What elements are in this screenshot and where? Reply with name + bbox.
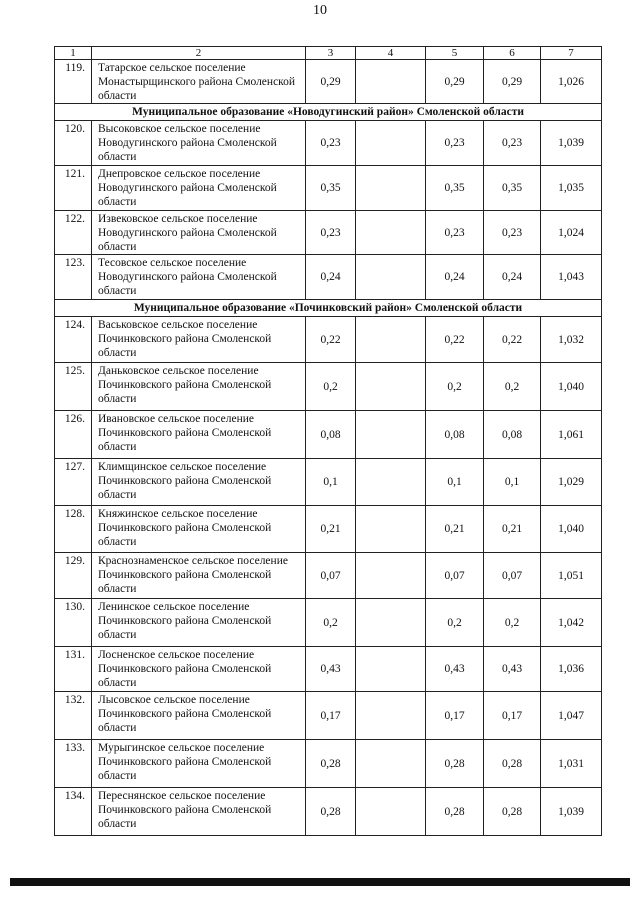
row-number: 131.	[55, 647, 92, 692]
table-row	[55, 166, 602, 211]
value-col-4	[356, 166, 426, 211]
row-number: 119.	[55, 60, 92, 104]
table-body	[55, 47, 602, 836]
value-col-6: 0,08	[484, 411, 541, 459]
settlement-name: Климщинское сельское поселение Починковского района Смоленской области	[92, 459, 306, 506]
value-col-7: 1,026	[541, 60, 602, 104]
settlement-name: Извековское сельское поселение Новодугинского района Смоленской области	[92, 211, 306, 255]
value-col-3: 0,28	[306, 788, 356, 836]
value-col-5: 0,24	[426, 255, 484, 300]
value-col-5: 0,21	[426, 506, 484, 553]
page-number: 10	[313, 3, 327, 18]
value-col-3: 0,07	[306, 553, 356, 599]
value-col-7: 1,043	[541, 255, 602, 300]
settlements-table	[54, 46, 602, 836]
value-col-4	[356, 255, 426, 300]
column-number-7: 7	[541, 47, 602, 60]
section-title: Муниципальное образование «Починковский район» Смоленской области	[55, 300, 602, 317]
row-number: 129.	[55, 553, 92, 599]
value-col-4	[356, 121, 426, 166]
section-header-row	[55, 104, 602, 121]
settlement-name: Высоковское сельское поселение Новодугинского района Смоленской области	[92, 121, 306, 166]
value-col-5: 0,23	[426, 211, 484, 255]
settlement-name: Татарское сельское поселение Монастырщинского района Смоленской области	[92, 60, 306, 104]
value-col-7: 1,029	[541, 459, 602, 506]
value-col-3: 0,24	[306, 255, 356, 300]
value-col-4	[356, 411, 426, 459]
value-col-3: 0,23	[306, 211, 356, 255]
value-col-7: 1,031	[541, 740, 602, 788]
value-col-3: 0,23	[306, 121, 356, 166]
row-number: 132.	[55, 692, 92, 740]
settlement-name: Ивановское сельское поселение Починковского района Смоленской области	[92, 411, 306, 459]
value-col-5: 0,43	[426, 647, 484, 692]
value-col-7: 1,032	[541, 317, 602, 363]
value-col-7: 1,024	[541, 211, 602, 255]
section-header-row	[55, 300, 602, 317]
value-col-7: 1,051	[541, 553, 602, 599]
value-col-7: 1,042	[541, 599, 602, 647]
row-number: 134.	[55, 788, 92, 836]
settlement-name: Днепровское сельское поселение Новодугинского района Смоленской области	[92, 166, 306, 211]
table-row	[55, 692, 602, 740]
value-col-7: 1,039	[541, 121, 602, 166]
settlement-name: Лосненское сельское поселение Починковского района Смоленской области	[92, 647, 306, 692]
table-row	[55, 599, 602, 647]
value-col-3: 0,08	[306, 411, 356, 459]
value-col-4	[356, 60, 426, 104]
value-col-5: 0,28	[426, 740, 484, 788]
value-col-3: 0,35	[306, 166, 356, 211]
value-col-5: 0,2	[426, 363, 484, 411]
value-col-6: 0,23	[484, 121, 541, 166]
value-col-4	[356, 788, 426, 836]
table-row	[55, 60, 602, 104]
bottom-border-rule	[10, 878, 630, 886]
value-col-7: 1,036	[541, 647, 602, 692]
column-number-1: 1	[55, 47, 92, 60]
value-col-5: 0,22	[426, 317, 484, 363]
row-number: 126.	[55, 411, 92, 459]
value-col-5: 0,28	[426, 788, 484, 836]
column-number-2: 2	[92, 47, 306, 60]
value-col-5: 0,08	[426, 411, 484, 459]
value-col-5: 0,17	[426, 692, 484, 740]
value-col-6: 0,24	[484, 255, 541, 300]
row-number: 125.	[55, 363, 92, 411]
value-col-3: 0,29	[306, 60, 356, 104]
value-col-6: 0,28	[484, 740, 541, 788]
settlement-name: Лысовское сельское поселение Починковского района Смоленской области	[92, 692, 306, 740]
value-col-6: 0,43	[484, 647, 541, 692]
value-col-5: 0,1	[426, 459, 484, 506]
table-row	[55, 647, 602, 692]
row-number: 124.	[55, 317, 92, 363]
column-number-4: 4	[356, 47, 426, 60]
value-col-6: 0,2	[484, 599, 541, 647]
table-row	[55, 788, 602, 836]
settlement-name: Краснознаменское сельское поселение Починковского района Смоленской области	[92, 553, 306, 599]
value-col-3: 0,2	[306, 599, 356, 647]
table-row	[55, 459, 602, 506]
row-number: 133.	[55, 740, 92, 788]
table-row	[55, 255, 602, 300]
value-col-3: 0,17	[306, 692, 356, 740]
value-col-6: 0,21	[484, 506, 541, 553]
table-row	[55, 317, 602, 363]
table-row	[55, 411, 602, 459]
value-col-6: 0,35	[484, 166, 541, 211]
value-col-4	[356, 553, 426, 599]
value-col-3: 0,1	[306, 459, 356, 506]
value-col-4	[356, 692, 426, 740]
table-row	[55, 121, 602, 166]
value-col-7: 1,039	[541, 788, 602, 836]
value-col-6: 0,17	[484, 692, 541, 740]
value-col-4	[356, 506, 426, 553]
column-number-header-row	[55, 47, 602, 60]
column-number-6: 6	[484, 47, 541, 60]
value-col-6: 0,23	[484, 211, 541, 255]
value-col-6: 0,1	[484, 459, 541, 506]
settlement-name: Тесовское сельское поселение Новодугинского района Смоленской области	[92, 255, 306, 300]
value-col-5: 0,2	[426, 599, 484, 647]
value-col-3: 0,22	[306, 317, 356, 363]
value-col-6: 0,22	[484, 317, 541, 363]
value-col-3: 0,28	[306, 740, 356, 788]
value-col-4	[356, 459, 426, 506]
value-col-4	[356, 211, 426, 255]
value-col-3: 0,21	[306, 506, 356, 553]
value-col-6: 0,07	[484, 553, 541, 599]
row-number: 127.	[55, 459, 92, 506]
value-col-4	[356, 647, 426, 692]
table-row	[55, 211, 602, 255]
table-row	[55, 553, 602, 599]
settlement-name: Переснянское сельское поселение Починковского района Смоленской области	[92, 788, 306, 836]
value-col-4	[356, 317, 426, 363]
value-col-4	[356, 363, 426, 411]
value-col-6: 0,2	[484, 363, 541, 411]
row-number: 121.	[55, 166, 92, 211]
column-number-5: 5	[426, 47, 484, 60]
row-number: 123.	[55, 255, 92, 300]
row-number: 120.	[55, 121, 92, 166]
value-col-5: 0,29	[426, 60, 484, 104]
table-row	[55, 363, 602, 411]
section-title: Муниципальное образование «Новодугинский район» Смоленской области	[55, 104, 602, 121]
value-col-7: 1,040	[541, 506, 602, 553]
value-col-3: 0,43	[306, 647, 356, 692]
value-col-5: 0,35	[426, 166, 484, 211]
table-row	[55, 740, 602, 788]
value-col-7: 1,040	[541, 363, 602, 411]
row-number: 122.	[55, 211, 92, 255]
settlement-name: Ленинское сельское поселение Починковского района Смоленской области	[92, 599, 306, 647]
settlement-name: Даньковское сельское поселение Починковского района Смоленской области	[92, 363, 306, 411]
value-col-3: 0,2	[306, 363, 356, 411]
settlement-name: Мурыгинское сельское поселение Починковского района Смоленской области	[92, 740, 306, 788]
settlement-name: Васьковское сельское поселение Починковского района Смоленской области	[92, 317, 306, 363]
value-col-6: 0,28	[484, 788, 541, 836]
table-row	[55, 506, 602, 553]
row-number: 130.	[55, 599, 92, 647]
value-col-7: 1,061	[541, 411, 602, 459]
settlement-name: Княжинское сельское поселение Починковского района Смоленской области	[92, 506, 306, 553]
value-col-4	[356, 740, 426, 788]
value-col-6: 0,29	[484, 60, 541, 104]
row-number: 128.	[55, 506, 92, 553]
value-col-5: 0,07	[426, 553, 484, 599]
value-col-4	[356, 599, 426, 647]
value-col-5: 0,23	[426, 121, 484, 166]
value-col-7: 1,047	[541, 692, 602, 740]
value-col-7: 1,035	[541, 166, 602, 211]
column-number-3: 3	[306, 47, 356, 60]
